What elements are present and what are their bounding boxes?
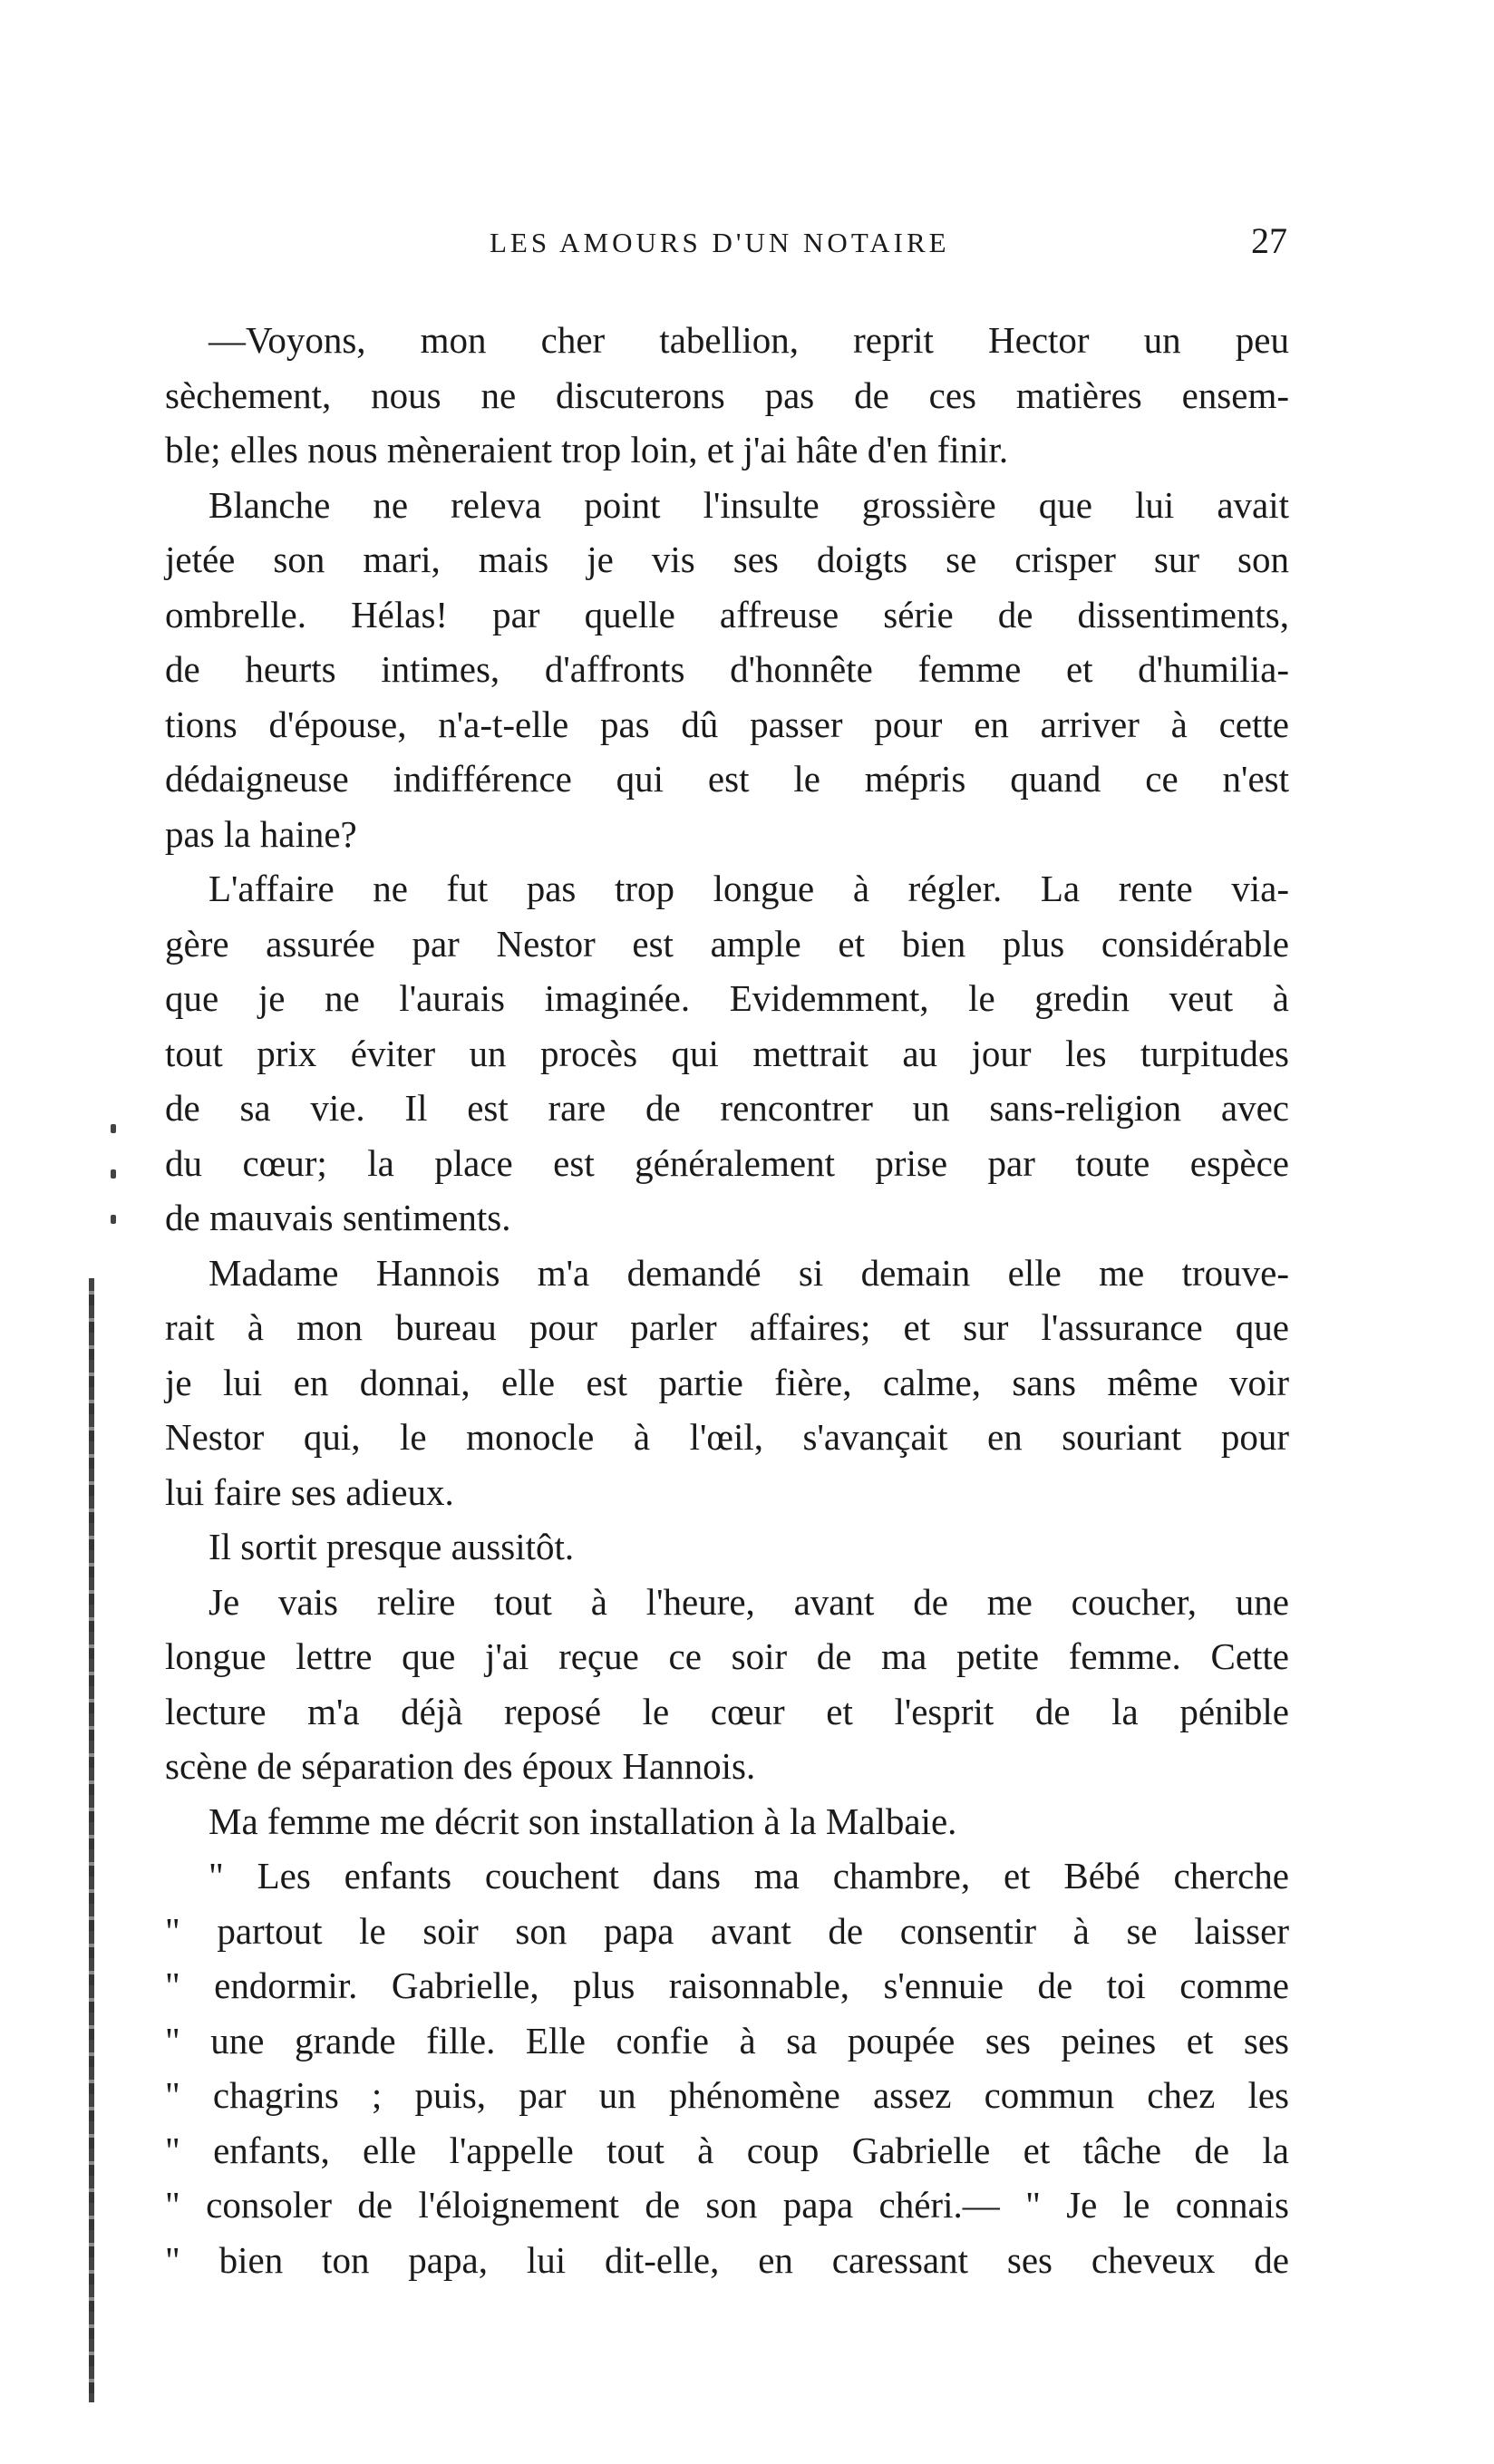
text-line: " consoler de l'éloignement de son papa chéri.— " Je le connais [165, 2184, 1289, 2226]
page-binding-edge [89, 1278, 94, 2402]
text-line: tout prix éviter un procès qui mettrait au jour les turpitudes [165, 1032, 1289, 1074]
text-line: de heurts intimes, d'affronts d'honnête femme et d'humilia- [165, 648, 1289, 690]
text-line: pas la haine? [165, 812, 357, 855]
text-line: Il sortit presque aussitôt. [209, 1526, 575, 1567]
text-line: " une grande fille. Elle confie à sa poupée ses peines et ses [165, 2019, 1289, 2061]
text-line: scène de séparation des époux Hannois. [165, 1745, 756, 1787]
text-line: dédaigneuse indifférence qui est le mépris quand ce n'est [165, 758, 1289, 800]
text-line: jetée son mari, mais je vis ses doigts se crisper sur son [165, 538, 1289, 580]
margin-speck [111, 1124, 116, 1133]
text-line: " enfants, elle l'appelle tout à coup Gabrielle et tâche de la [165, 2129, 1289, 2171]
text-line: rait à mon bureau pour parler affaires; et sur l'assurance que [165, 1306, 1289, 1348]
page-number: 27 [1251, 220, 1287, 261]
text-line: Blanche ne releva point l'insulte grossière que lui avait [209, 483, 1289, 526]
text-line: sèchement, nous ne discuterons pas de ces matières ensem- [165, 373, 1289, 416]
text-line: de sa vie. Il est rare de rencontrer un sans-religion avec [165, 1087, 1289, 1129]
text-line: longue lettre que j'ai reçue ce soir de ma petite femme. Cette [165, 1635, 1289, 1677]
margin-speck [111, 1169, 116, 1179]
text-line: lui faire ses adieux. [165, 1470, 454, 1513]
text-line: Nestor qui, le monocle à l'œil, s'avançait en souriant pour [165, 1416, 1289, 1458]
text-line: lecture m'a déjà reposé le cœur et l'esprit de la pénible [165, 1690, 1289, 1732]
text-line: " endormir. Gabrielle, plus raisonnable, s'ennuie de toi comme [165, 1964, 1289, 2006]
text-line: tions d'épouse, n'a-t-elle pas dû passer pour en arriver à cette [165, 703, 1289, 745]
text-line: du cœur; la place est généralement prise par toute espèce [165, 1141, 1289, 1184]
text-line: Je vais relire tout à l'heure, avant de me coucher, une [209, 1580, 1289, 1623]
text-line: L'affaire ne fut pas trop longue à régler. La rente via- [209, 868, 1289, 909]
text-line: " bien ton papa, lui dit-elle, en caressant ses cheveux de [165, 2238, 1289, 2281]
running-title: LES AMOURS D'UN NOTAIRE [490, 227, 950, 258]
text-line: Madame Hannois m'a demandé si demain elle me trouve- [209, 1251, 1289, 1294]
text-line: que je ne l'aurais imaginée. Evidemment, le gredin veut à [165, 977, 1289, 1019]
text-line: ombrelle. Hélas! par quelle affreuse série de dissentiments, [165, 593, 1289, 635]
text-line: " Les enfants couchent dans ma chambre, et Bébé cherche [209, 1855, 1289, 1897]
text-line: " partout le soir son papa avant de consentir à se laisser [165, 1909, 1289, 1952]
text-line: je lui en donnai, elle est partie fière, calme, sans même voir [165, 1361, 1289, 1403]
text-line: —Voyons, mon cher tabellion, reprit Hector un peu [209, 319, 1289, 361]
text-line: gère assurée par Nestor est ample et bien plus considérable [165, 922, 1289, 965]
body-text [165, 313, 1289, 2287]
text-line: Ma femme me décrit son installation à la Malbaie. [209, 1799, 957, 1842]
margin-speck [111, 1215, 116, 1224]
text-line: ble; elles nous mèneraient trop loin, et j'ai hâte d'en finir. [165, 429, 1009, 470]
text-line: " chagrins ; puis, par un phénomène assez commun chez les [165, 2074, 1289, 2116]
text-line: de mauvais sentiments. [165, 1197, 511, 1238]
